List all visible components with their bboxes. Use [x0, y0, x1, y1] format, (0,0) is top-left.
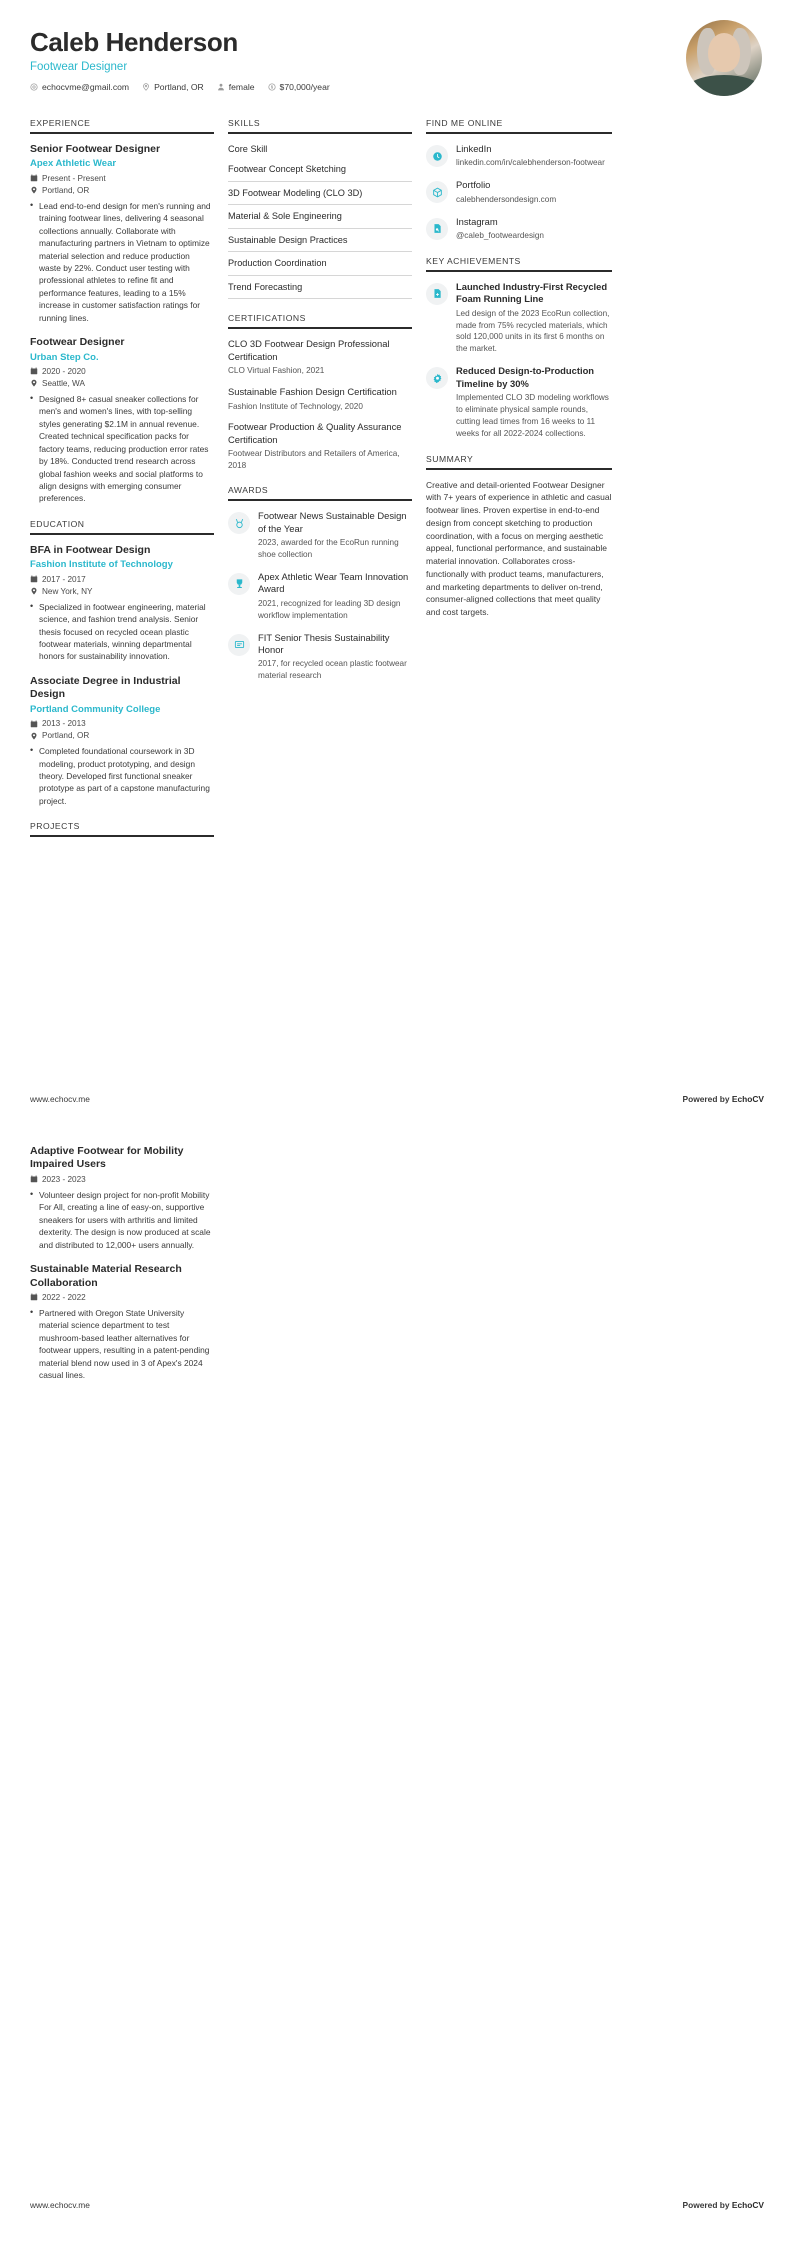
resume-header	[0, 0, 794, 118]
calendar-icon	[30, 367, 38, 375]
list-item: • Lead end-to-end design for men's running and training footwear lines, delivering 4 seasonal collections annually. Collaborate with manufacturing partners in Vietnam to optimize material selection and reduce production waste by 22%. Conduct user testing with professional athletes to refine fit and performance features, leading to a 15% increase in customer satisfaction ratings for running lines.	[30, 200, 214, 324]
certification-name: Sustainable Fashion Design Certification	[228, 385, 397, 397]
project-entry	[30, 1263, 214, 1382]
education-dates-text: 2017 - 2017	[42, 574, 86, 584]
education-bullets	[30, 601, 214, 663]
award-detail: 2023, awarded for the EcoRun running shoe collection	[258, 538, 399, 560]
projects-continued	[30, 1145, 214, 1394]
experience-dates	[30, 174, 214, 183]
achievement-name: Launched Industry-First Recycled Foam Running Line	[456, 280, 608, 305]
section-title-find-me-online: FIND ME ONLINE	[426, 118, 503, 128]
section-awards	[228, 485, 412, 682]
experience-entry	[30, 143, 214, 324]
section-rule	[228, 132, 412, 134]
section-rule	[30, 835, 214, 837]
project-dates	[30, 1175, 214, 1184]
avatar-body	[686, 75, 762, 96]
award-item	[228, 632, 412, 683]
experience-dates-text: Present - Present	[42, 173, 106, 183]
contact-location-text: Portland, OR	[154, 81, 204, 92]
section-title-experience: EXPERIENCE	[30, 118, 91, 128]
section-title-projects: PROJECTS	[30, 821, 80, 832]
linkedin-icon	[426, 145, 448, 167]
summary-text: Creative and detail-oriented Footwear Designer with 7+ years of experience in athletic and casual footwear lines. Proven expertise in end-to-end design from concept sketching to production coordination, with a focus on merging aesthetic appeal, functional performance, and sustainable material innovation. Collaborates cross-functionally with product teams, manufacturers, and marketing departments to deliver on-trend, consumer-aligned collections that meet quality and cost targets.	[426, 479, 612, 618]
education-school[interactable]: Portland Community College	[30, 703, 161, 715]
section-rule	[228, 327, 412, 329]
link-url[interactable]: calebhendersondesign.com	[456, 194, 557, 204]
education-location	[30, 731, 214, 740]
award-body	[258, 571, 412, 622]
section-rule	[426, 270, 612, 272]
link-label: Instagram	[456, 215, 498, 227]
section-rule	[30, 132, 214, 134]
contact-row	[30, 82, 754, 92]
section-projects	[30, 821, 214, 837]
section-education	[30, 519, 214, 807]
page-title: Caleb Henderson	[30, 27, 238, 57]
experience-company[interactable]: Urban Step Co.	[30, 351, 99, 363]
award-name: Apex Athletic Wear Team Innovation Award	[258, 570, 409, 595]
link-item-instagram[interactable]	[426, 216, 612, 242]
section-rule	[30, 533, 214, 535]
link-item-portfolio[interactable]	[426, 179, 612, 205]
gear-icon	[426, 367, 448, 389]
education-dates	[30, 575, 214, 584]
award-name: FIT Senior Thesis Sustainability Honor	[258, 631, 390, 655]
experience-dates	[30, 367, 214, 376]
calendar-icon	[30, 1293, 38, 1301]
award-detail: 2021, recognized for leading 3D design workflow implementation	[258, 598, 401, 620]
award-item	[228, 510, 412, 561]
location-icon	[30, 379, 38, 387]
project-name: Sustainable Material Research Collaboration	[30, 1263, 182, 1289]
footer-brand-name: EchoCV	[731, 1094, 764, 1104]
award-body	[258, 510, 412, 561]
link-item-linkedin[interactable]	[426, 143, 612, 169]
list-item: • Volunteer design project for non-profit Mobility For All, creating a line of easy-on, supportive sneakers for users with arthritis and limited dexterity. The design is now produced at scale and distributed to 12,000+ users annually.	[30, 1189, 214, 1251]
experience-entry	[30, 336, 214, 505]
certification-issuer: CLO Virtual Fashion, 2021	[228, 366, 325, 376]
education-location	[30, 587, 214, 596]
calendar-icon	[30, 174, 38, 182]
column-left	[30, 118, 214, 851]
footer-website[interactable]: www.echocv.me	[30, 1094, 90, 1104]
experience-bullets	[30, 393, 214, 505]
experience-location	[30, 186, 214, 195]
certification-item	[228, 338, 412, 377]
education-degree: Associate Degree in Industrial Design	[30, 674, 181, 701]
section-summary	[426, 454, 612, 619]
achievement-item	[426, 365, 612, 439]
award-item	[228, 571, 412, 622]
email-icon	[30, 83, 38, 91]
certification-issuer: Footwear Distributors and Retailers of America, 2018	[228, 449, 400, 470]
page-footer	[30, 2200, 764, 2210]
avatar	[686, 20, 762, 96]
project-entry	[30, 1145, 214, 1251]
salary-icon	[268, 83, 276, 91]
skill-group-label: Core Skill	[228, 144, 268, 154]
section-rule	[426, 468, 612, 470]
column-right	[426, 118, 612, 633]
achievement-item	[426, 281, 612, 355]
achievement-detail: Implemented CLO 3D modeling workflows to eliminate physical sample rounds, cutting lead times from 16 weeks to 11 weeks for all 2022-2024 collections.	[456, 393, 609, 438]
skill-item: Footwear Concept Sketching	[228, 158, 412, 181]
education-location-text: Portland, OR	[42, 731, 90, 741]
footer-brand-name: EchoCV	[731, 2200, 764, 2210]
skill-item: 3D Footwear Modeling (CLO 3D)	[228, 182, 412, 205]
project-name: Adaptive Footwear for Mobility Impaired Users	[30, 1145, 184, 1171]
experience-role: Footwear Designer	[30, 336, 125, 349]
section-title-summary: SUMMARY	[426, 453, 474, 464]
link-label: Portfolio	[456, 179, 491, 191]
award-name: Footwear News Sustainable Design of the Year	[258, 510, 407, 534]
section-experience	[30, 118, 214, 505]
project-dates	[30, 1293, 214, 1302]
person-icon	[217, 83, 225, 91]
page-footer	[30, 1094, 764, 1104]
skill-item: Material & Sole Engineering	[228, 205, 412, 228]
certification-issuer: Fashion Institute of Technology, 2020	[228, 401, 363, 411]
trophy-icon	[228, 573, 250, 595]
location-icon	[30, 732, 38, 740]
column-middle	[228, 118, 412, 696]
award-body	[258, 632, 412, 683]
achievement-body	[456, 365, 612, 439]
contact-email	[30, 82, 129, 92]
calendar-icon	[30, 1175, 38, 1183]
certificate-icon	[228, 634, 250, 656]
experience-dates-text: 2020 - 2020	[42, 366, 86, 376]
section-key-achievements	[426, 256, 612, 440]
experience-bullets	[30, 200, 214, 324]
instagram-doc-icon	[426, 218, 448, 240]
resume-columns	[0, 118, 794, 851]
achievement-detail: Led design of the 2023 EcoRun collection, made from 75% recycled materials, which sold 120,000 units in its first 6 months on the market.	[456, 308, 610, 354]
experience-company[interactable]: Apex Athletic Wear	[30, 158, 117, 170]
contact-salary	[268, 82, 330, 92]
contact-email-text: echocvme@gmail.com	[42, 81, 130, 92]
achievement-body	[456, 281, 612, 355]
project-dates-text: 2023 - 2023	[42, 1174, 86, 1184]
certification-item	[228, 421, 412, 471]
certification-name: CLO 3D Footwear Design Professional Certification	[228, 337, 390, 362]
footer-brand-prefix: Powered by	[682, 2200, 732, 2210]
section-title-certifications: CERTIFICATIONS	[228, 312, 306, 323]
contact-gender	[217, 82, 255, 92]
list-item: • Partnered with Oregon State University material science department to test mushroom-based leather alternatives for footwear uppers, resulting in a patent-pending material blend now used in 3 of Apex's 2024 casual lines.	[30, 1307, 214, 1382]
education-degree: BFA in Footwear Design	[30, 543, 151, 556]
section-title-key-achievements: KEY ACHIEVEMENTS	[426, 255, 521, 266]
avatar-face	[708, 33, 740, 73]
link-body	[456, 179, 612, 205]
education-entry	[30, 544, 214, 663]
education-dates	[30, 719, 214, 728]
section-rule	[426, 132, 612, 134]
list-item: • Designed 8+ casual sneaker collections for men's and women's lines, with top-selling styles generating $2.1M in annual revenue. Created technical specification packs for factory teams, reducing production error rates by 18%. Conducted trend research across global fashion weeks and social platforms to align designs with emerging consumer preferences.	[30, 393, 214, 505]
section-rule	[228, 499, 412, 501]
portfolio-cube-icon	[426, 181, 448, 203]
contact-gender-text: female	[228, 81, 255, 92]
footer-website[interactable]: www.echocv.me	[30, 2200, 90, 2210]
contact-location	[142, 82, 204, 92]
section-certifications	[228, 313, 412, 471]
contact-salary-text: $70,000/year	[279, 81, 330, 92]
certification-name: Footwear Production & Quality Assurance Certification	[228, 420, 402, 445]
list-item: • Specialized in footwear engineering, material science, and fashion trend analysis. Senior thesis focused on recycled ocean plastic footwear materials, winning departmental honors for sustainability innovation.	[30, 601, 214, 663]
section-title-skills: SKILLS	[228, 118, 261, 128]
skill-item: Trend Forecasting	[228, 276, 412, 299]
project-bullets	[30, 1307, 214, 1382]
education-dates-text: 2013 - 2013	[42, 719, 86, 729]
link-label: LinkedIn	[456, 143, 492, 154]
project-bullets	[30, 1189, 214, 1251]
footer-brand	[683, 2200, 764, 2210]
calendar-icon	[30, 720, 38, 728]
project-dates-text: 2022 - 2022	[42, 1292, 86, 1302]
link-url[interactable]: linkedin.com/in/calebhenderson-footwear	[456, 158, 605, 168]
education-location-text: New York, NY	[42, 586, 93, 596]
education-bullets	[30, 745, 214, 807]
experience-location-text: Portland, OR	[42, 185, 90, 195]
link-handle[interactable]: @caleb_footweardesign	[456, 231, 544, 240]
experience-role: Senior Footwear Designer	[30, 143, 161, 155]
link-body	[456, 216, 612, 242]
education-school[interactable]: Fashion Institute of Technology	[30, 559, 173, 571]
section-skills	[228, 118, 412, 299]
location-icon	[142, 83, 150, 91]
section-title-awards: AWARDS	[228, 485, 269, 496]
certification-item	[228, 386, 412, 412]
award-detail: 2017, for recycled ocean plastic footwear material research	[258, 659, 407, 681]
footer-brand-prefix: Powered by	[682, 1094, 732, 1104]
experience-location	[30, 379, 214, 388]
skill-item: Production Coordination	[228, 252, 412, 275]
experience-location-text: Seattle, WA	[42, 378, 85, 388]
achievement-name: Reduced Design-to-Production Timeline by 30%	[456, 365, 595, 389]
section-title-education: EDUCATION	[30, 518, 85, 529]
job-title: Footwear Designer	[30, 60, 128, 73]
medal-icon	[228, 512, 250, 534]
section-find-me-online	[426, 118, 612, 242]
document-plus-icon	[426, 283, 448, 305]
education-entry	[30, 675, 214, 807]
location-icon	[30, 587, 38, 595]
link-body	[456, 143, 612, 169]
location-icon	[30, 186, 38, 194]
skill-item: Sustainable Design Practices	[228, 229, 412, 252]
footer-brand	[683, 1094, 764, 1104]
calendar-icon	[30, 575, 38, 583]
list-item: • Completed foundational coursework in 3D modeling, product prototyping, and design theory. Developed first functional sneaker prototype as part of a capstone manufacturing project.	[30, 745, 214, 807]
